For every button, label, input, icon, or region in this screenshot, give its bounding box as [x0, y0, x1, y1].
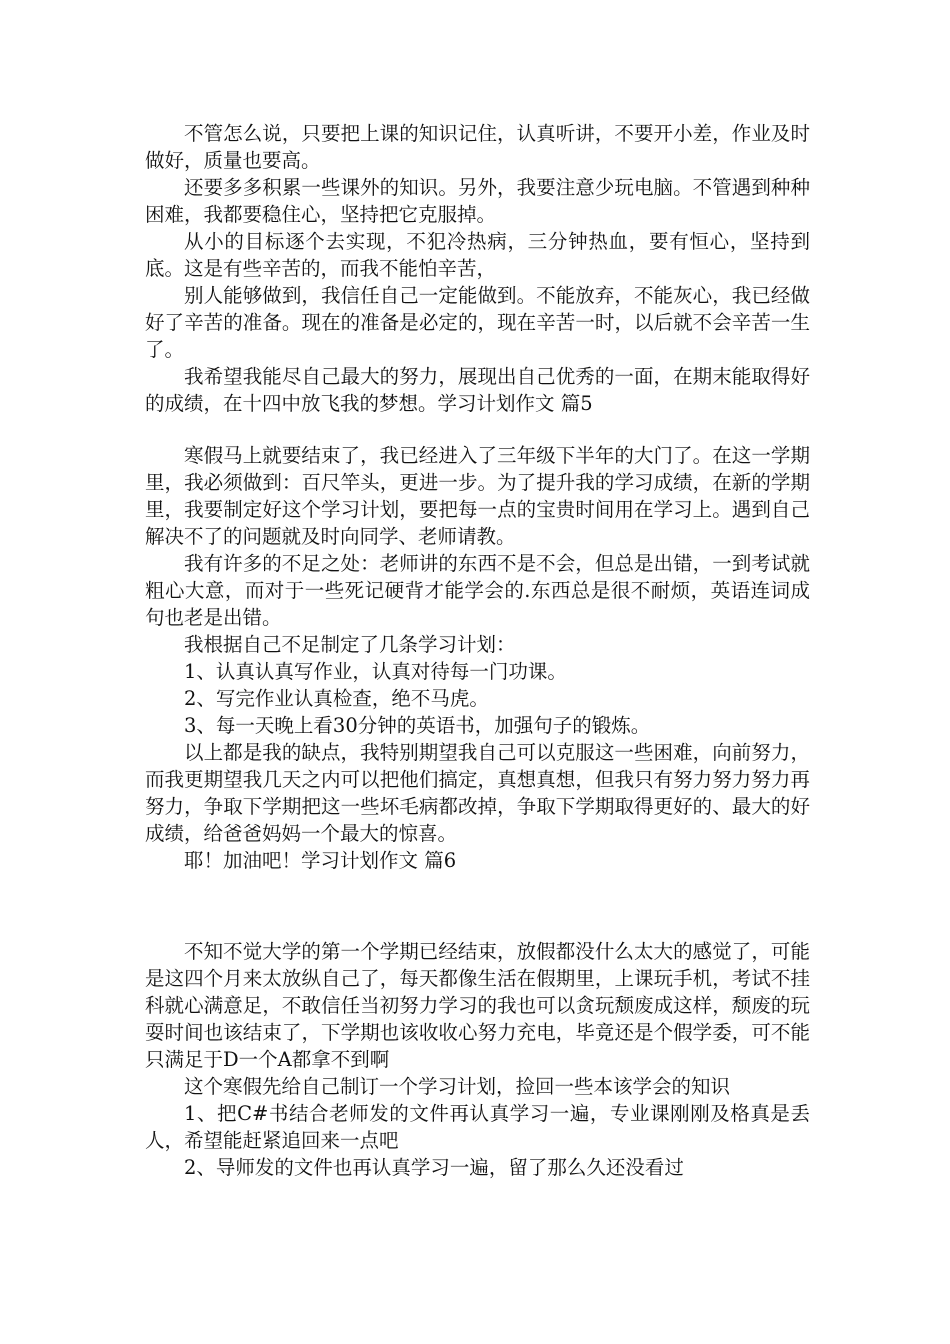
paragraph: 以上都是我的缺点，我特别期望我自己可以克服这一些困难，向前努力，而我更期望我几天之内可以把他们搞定，真想真想，但我只有努力努力努力再努力，争取下学期把这一些坏毛病都改掉，争取下学期取得更好的、最大的好成绩，给爸爸妈妈一个最大的惊喜。	[145, 741, 810, 845]
paragraph: 不知不觉大学的第一个学期已经结束，放假都没什么太大的感觉了，可能是这四个月来太放纵自己了，每天都像生活在假期里，上课玩手机，考试不挂科就心满意足，不敢信任当初努力学习的我也可以贪玩颓废成这样，颓废的玩耍时间也该结束了，下学期也该收收心努力充电，毕竟还是个假学委，可不能只满足于D一个A都拿不到啊	[145, 940, 810, 1071]
list-item: 2、写完作业认真检查，绝不马虎。	[184, 687, 489, 710]
paragraph: 我根据自己不足制定了几条学习计划：	[184, 633, 516, 656]
section-study-plan-6	[145, 938, 810, 1181]
paragraph: 耶！加油吧！学习计划作文 篇6	[184, 849, 457, 872]
section-study-plan-4-ending	[145, 120, 810, 417]
paragraph: 从小的目标逐个去实现，不犯冷热病，三分钟热血，要有恒心，坚持到底。这是有些辛苦的，而我不能怕辛苦，	[145, 230, 810, 280]
paragraph: 别人能够做到，我信任自己一定能做到。不能放弃，不能灰心，我已经做好了辛苦的准备。现在的准备是必定的，现在辛苦一时，以后就不会辛苦一生了。	[145, 284, 810, 361]
list-item: 1、认真认真写作业，认真对待每一门功课。	[184, 660, 567, 683]
paragraph: 我有许多的不足之处：老师讲的东西不是不会，但总是出错，一到考试就粗心大意，而对于一些死记硬背才能学会的.东西总是很不耐烦，英语连词成句也老是出错。	[145, 552, 810, 629]
list-item: 1、把C#书结合老师发的文件再认真学习一遍，专业课刚刚及格真是丢人，希望能赶紧追回来一点吧	[145, 1102, 810, 1152]
paragraph: 寒假马上就要结束了，我已经进入了三年级下半年的大门了。在这一学期里，我必须做到：百尺竿头，更进一步。为了提升我的学习成绩，在新的学期里，我要制定好这个学习计划，要把每一点的宝贵时间用在学习上。遇到自己解决不了的问题就及时向同学、老师请教。	[145, 444, 810, 548]
paragraph: 不管怎么说，只要把上课的知识记住，认真听讲，不要开小差，作业及时做好，质量也要高。	[145, 122, 810, 172]
paragraph: 这个寒假先给自己制订一个学习计划，捡回一些本该学会的知识	[184, 1075, 731, 1098]
paragraph: 我希望我能尽自己最大的努力，展现出自己优秀的一面，在期末能取得好的成绩，在十四中放飞我的梦想。学习计划作文 篇5	[145, 365, 810, 415]
section-study-plan-5	[145, 442, 810, 874]
paragraph: 还要多多积累一些课外的知识。另外，我要注意少玩电脑。不管遇到种种困难，我都要稳住心，坚持把它克服掉。	[145, 176, 810, 226]
list-item: 3、每一天晚上看30分钟的英语书，加强句子的锻炼。	[184, 714, 651, 737]
list-item: 2、导师发的文件也再认真学习一遍，留了那么久还没看过	[184, 1156, 684, 1179]
